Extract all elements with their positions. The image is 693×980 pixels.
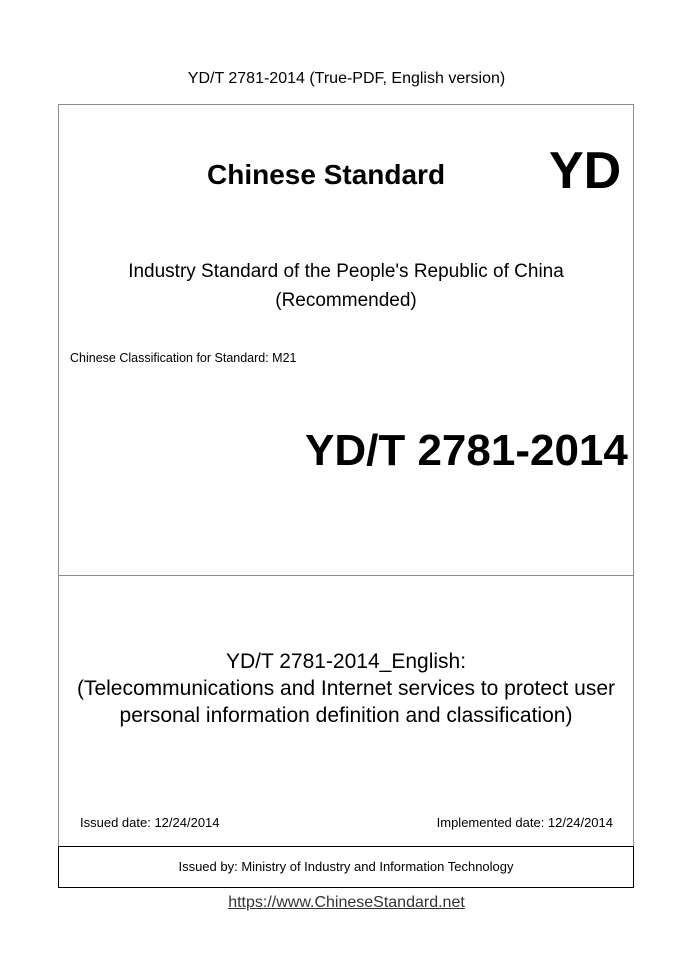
subtitle-line-2: (Recommended) [275,290,417,311]
website-link[interactable]: https://www.ChineseStandard.net [228,894,465,911]
classification-label: Chinese Classification for Standard: M21 [70,351,297,365]
standard-number: YD/T 2781-2014 [305,426,628,475]
document-header: YD/T 2781-2014 (True-PDF, English version) [187,70,506,87]
english-title-line-1: YD/T 2781-2014_English: [225,650,467,673]
cover-title: Chinese Standard [207,159,446,190]
issuer-text: Issued by: Ministry of Industry and Information Technology [178,859,514,874]
issued-date: Issued date: 12/24/2014 [80,815,220,830]
english-title-line-3: personal information definition and classification) [119,704,573,727]
implemented-date: Implemented date: 12/24/2014 [436,815,613,830]
standard-code: YD [549,142,622,200]
subtitle-line-1: Industry Standard of the People's Republic of China [128,261,564,282]
english-title-line-2: (Telecommunications and Internet services to protect user [76,677,616,700]
